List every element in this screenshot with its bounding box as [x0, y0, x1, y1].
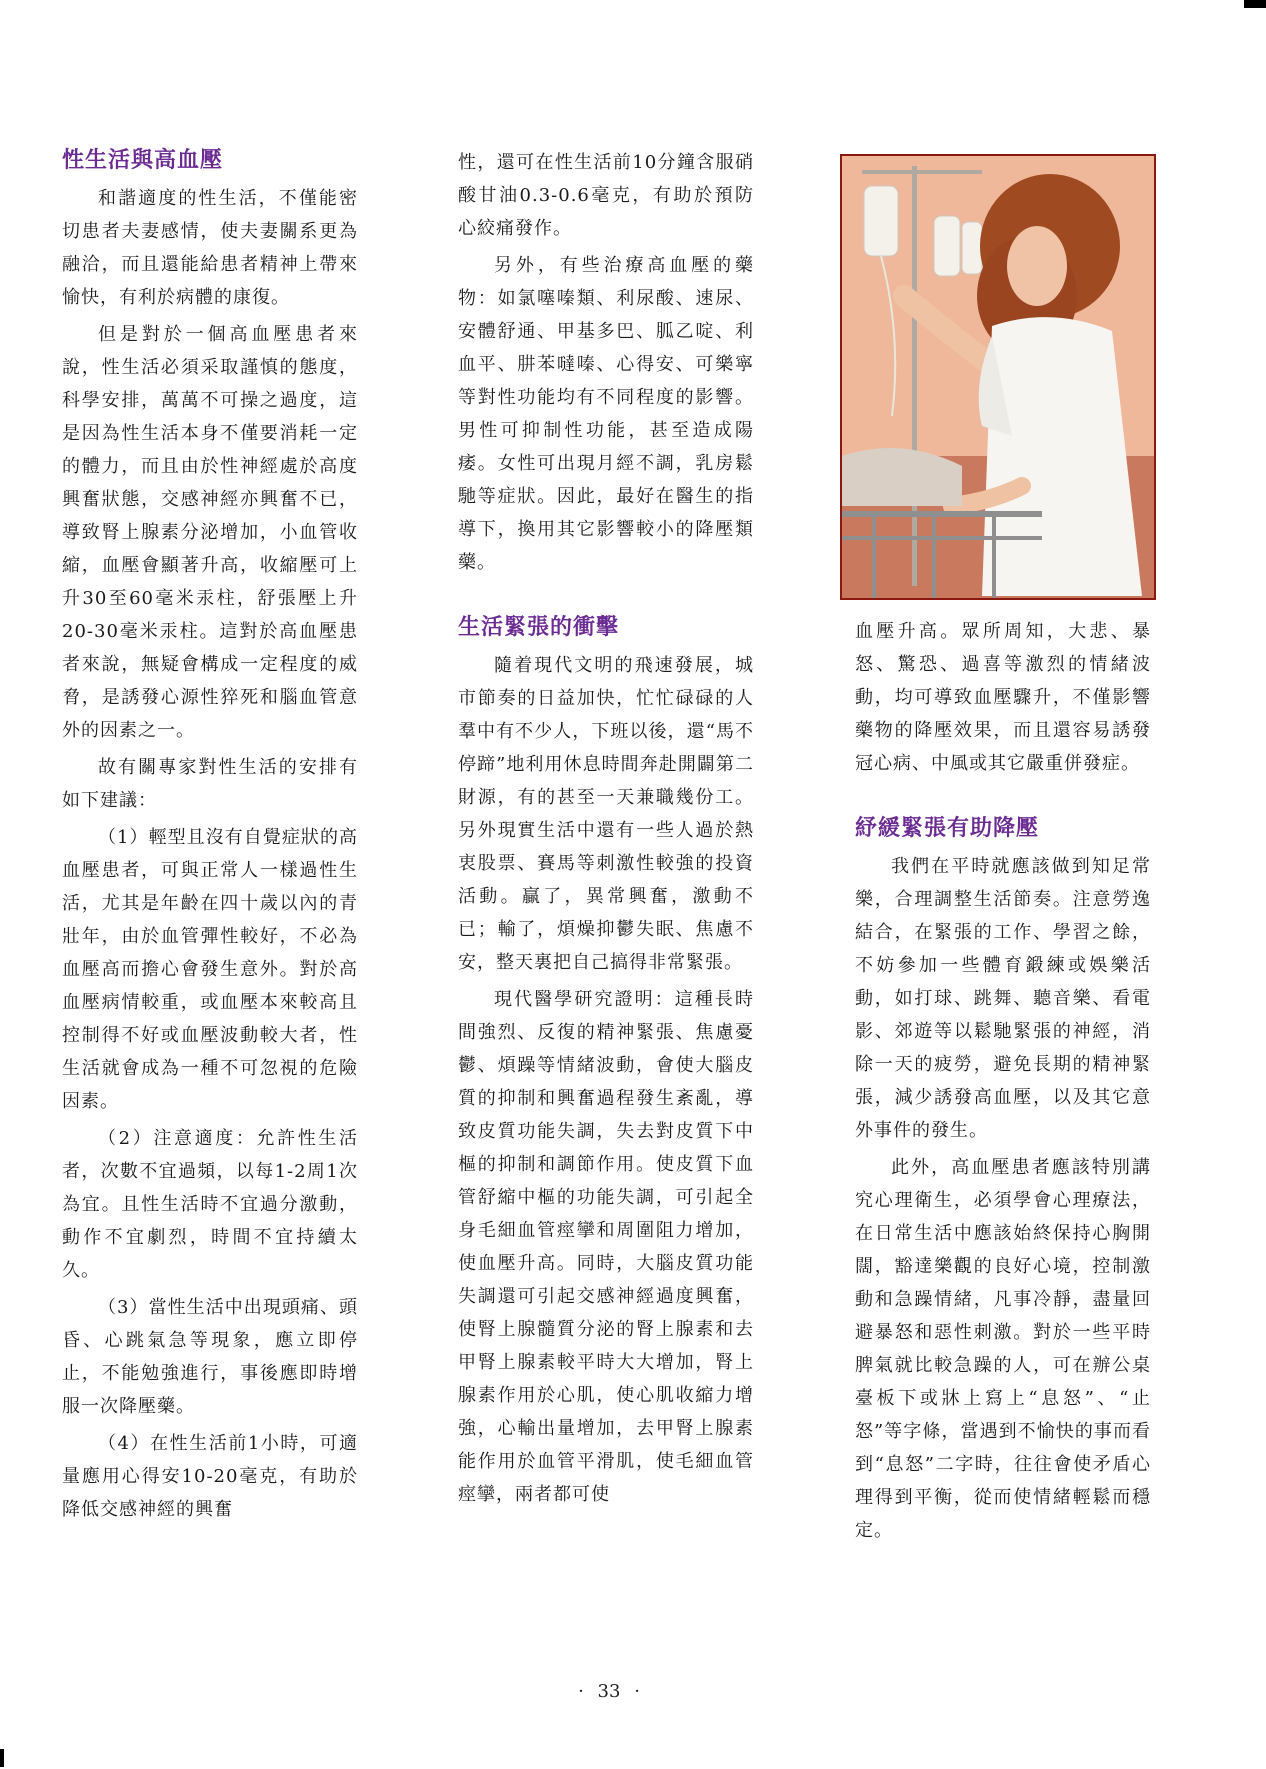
paragraph: （2）注意適度：允許性生活者，次數不宜過頻，以每1-2周1次為宜。且性生活時不宜過分激動，動作不宜劇烈，時間不宜持續太久。: [62, 1128, 358, 1281]
paragraph-continued: 血壓升高。眾所周知，大悲、暴怒、驚恐、過喜等激烈的情緒波動，均可導致血壓驟升，不僅影響藥物的降壓效果，而且還容易誘發冠心病、中風或其它嚴重併發症。: [855, 621, 1151, 774]
paragraph: 和諧適度的性生活，不僅能密切患者夫妻感情，使夫妻關系更為融洽，而且還能給患者精神上帶來愉快，有利於病體的康復。: [62, 188, 358, 308]
paragraph: （1）輕型且沒有自覺症狀的高血壓患者，可與正常人一樣過性生活，尤其是年齡在四十歲以內的青壯年，由於血管彈性較好，不必為血壓高而擔心會發生意外。對於高血壓病情較重，或血壓本來較高且控制得不好或血壓波動較大者，性生活就會成為一種不可忽視的危險因素。: [62, 827, 358, 1112]
page-number-dot-right: ·: [634, 1681, 640, 1702]
scan-edge-mark: [0, 1749, 4, 1767]
section-heading-relieve-stress: 紓緩緊張有助降壓: [855, 816, 1040, 841]
paragraph: 隨着現代文明的飛速發展，城市節奏的日益加快，忙忙碌碌的人羣中有不少人，下班以後，還“馬不停蹄”地利用休息時間奔赴開闢第二財源，有的甚至一天兼職幾份工。另外現實生活中還有一些人過於熱衷股票、賽馬等刺激性較強的投資活動。贏了，異常興奮，激動不已；輸了，煩燥抑鬱失眠、焦慮不安，整天裏把自己搞得非常緊張。: [458, 655, 754, 973]
paragraph: 故有關專家對性生活的安排有如下建議：: [62, 757, 358, 811]
column-1: [62, 146, 358, 1530]
section-heading-stress-impact: 生活緊張的衝擊: [458, 615, 620, 640]
paragraph: 另外，有些治療高血壓的藥物：如氯噻嗪類、利尿酸、速尿、安體舒通、甲基多巴、胍乙啶、利血平、肼苯噠嗪、心得安、可樂寧等對性功能均有不同程度的影響。男性可抑制性功能，甚至造成陽痿。女性可出現月經不調，乳房鬆馳等症狀。因此，最好在醫生的指導下，換用其它影響較小的降壓類藥。: [458, 255, 754, 573]
page-number-dot-left: ·: [578, 1681, 584, 1702]
section-heading-sex-and-hypertension: 性生活與高血壓: [62, 148, 224, 173]
column-2: [458, 146, 754, 1515]
scan-corner-mark: [1244, 0, 1266, 8]
paragraph: （4）在性生活前1小時，可適量應用心得安10-20毫克，有助於降低交感神經的興奮: [62, 1433, 358, 1520]
paragraph: （3）當性生活中出現頭痛、頭昏、心跳氣急等現象，應立即停止，不能勉強進行，事後應即時增服一次降壓藥。: [62, 1297, 358, 1417]
section-gap: [458, 583, 754, 613]
page-number: [0, 1681, 1218, 1702]
paragraph: 我們在平時就應該做到知足常樂，合理調整生活節奏。注意勞逸結合，在緊張的工作、學習之餘，不妨參加一些體育鍛練或娛樂活動，如打球、跳舞、聽音樂、看電影、郊遊等以鬆馳緊張的神經，消除一天的疲勞，避免長期的精神緊張，減少誘發高血壓，以及其它意外事件的發生。: [855, 856, 1151, 1141]
section-gap: [855, 784, 1151, 814]
nurse-iv-drip-photo: [840, 154, 1156, 600]
photo-illustration: [842, 156, 1154, 598]
paragraph: 此外，高血壓患者應該特別講究心理衛生，必須學會心理療法，在日常生活中應該始終保持心胸開闊，豁達樂觀的良好心境，控制激動和急躁情緒，凡事冷靜，盡量回避暴怒和惡性刺激。對於一些平時脾氣就比較急躁的人，可在辦公桌臺板下或牀上寫上“息怒”、“止怒”等字條，當遇到不愉快的事而看到“息怒”二字時，往往會使矛盾心理得到平衡，從而使情緒輕鬆而穩定。: [855, 1157, 1151, 1541]
column-3: [855, 615, 1151, 1551]
paragraph: 但是對於一個高血壓患者來說，性生活必須采取謹慎的態度，科學安排，萬萬不可操之過度，這是因為性生活本身不僅要消耗一定的體力，而且由於性神經處於高度興奮狀態，交感神經亦興奮不已，導致腎上腺素分泌增加，小血管收縮，血壓會顯著升高，收縮壓可上升30至60毫米汞柱，舒張壓上升20-30毫米汞柱。這對於高血壓患者來說，無疑會構成一定程度的威脅，是誘發心源性猝死和腦血管意外的因素之一。: [62, 324, 358, 741]
page-number-value: 33: [597, 1681, 621, 1702]
paragraph-continued: 性，還可在性生活前10分鐘含服硝酸甘油0.3-0.6毫克，有助於預防心絞痛發作。: [458, 152, 754, 239]
paragraph: 現代醫學研究證明：這種長時間強烈、反復的精神緊張、焦慮憂鬱、煩躁等情緒波動，會使大腦皮質的抑制和興奮過程發生紊亂，導致皮質功能失調，失去對皮質下中樞的抑制和調節作用。使皮質下血管舒縮中樞的功能失調，可引起全身毛細血管痙攣和周圍阻力增加，使血壓升高。同時，大腦皮質功能失調還可引起交感神經過度興奮，使腎上腺髓質分泌的腎上腺素和去甲腎上腺素較平時大大增加，腎上腺素作用於心肌，使心肌收縮力增強，心輸出量增加，去甲腎上腺素能作用於血管平滑肌，使毛細血管痙攣，兩者都可使: [458, 989, 754, 1505]
